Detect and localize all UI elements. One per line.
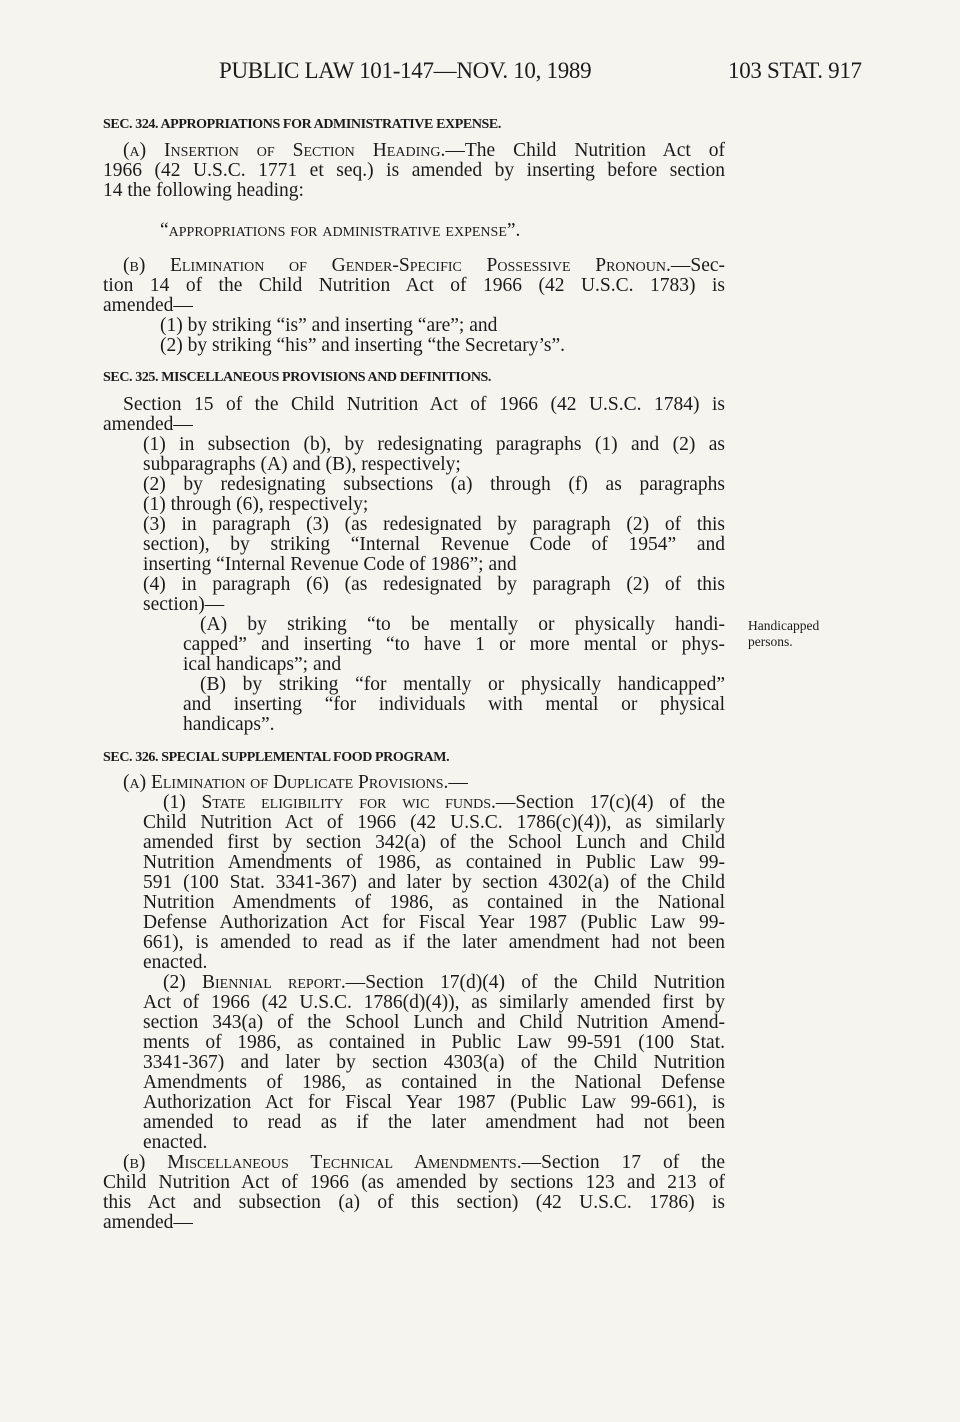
text-line: [183, 635, 725, 655]
line-text: SEC. 325. MISCELLANEOUS PROVISIONS AND DEFINITIONS.: [103, 370, 492, 385]
text-line: [160, 221, 725, 241]
margin-note: Handicapped: [748, 618, 820, 633]
text-line: [143, 1093, 725, 1113]
line-text: handicaps”.: [183, 714, 275, 735]
line-text: enacted.: [143, 952, 208, 973]
text-line: [143, 953, 725, 973]
subsection-heading: “appropriations for administrative expense”: [160, 220, 516, 241]
text-line: [143, 853, 725, 873]
text-line: [103, 276, 725, 296]
line-text: SEC. 324. APPROPRIATIONS FOR ADMINISTRATIVE EXPENSE.: [103, 117, 501, 132]
line-text: section)—: [143, 594, 225, 615]
line-text: amended to read as if the later amendment had not been: [143, 1113, 725, 1133]
line-text: .: [515, 220, 521, 241]
text-line: [103, 296, 725, 316]
subsection-heading: (b) Elimination of Gender-Specific Possessive Pronoun.: [123, 256, 671, 276]
line-text: —Section 17(c)(4) of the: [495, 793, 725, 813]
text-line: [123, 256, 725, 276]
text-line: [200, 675, 725, 695]
text-line: [160, 316, 725, 336]
subsection-heading: (a) Insertion of Section Heading.: [123, 141, 446, 161]
line-text: Child Nutrition Act of 1966 (as amended by sections 123 and 213 of: [103, 1173, 725, 1193]
line-text: 591 (100 Stat. 3341-367) and later by section 4302(a) of the Child: [143, 873, 725, 893]
subsection-heading: (2) Biennial report.: [163, 973, 346, 993]
line-text: and inserting “for individuals with mental or physical: [183, 695, 725, 715]
text-line: [123, 773, 725, 793]
text-line: [163, 793, 725, 813]
line-text: (B) by striking “for mentally or physically handicapped”: [200, 675, 725, 695]
line-text: amended first by section 342(a) of the School Lunch and Child: [143, 833, 725, 853]
text-line: [160, 336, 725, 356]
line-text: (3) in paragraph (3) (as redesignated by paragraph (2) of this: [143, 515, 725, 535]
line-text: —: [448, 772, 468, 793]
line-text: Authorization Act for Fiscal Year 1987 (Public Law 99-661), is: [143, 1093, 725, 1113]
line-text: Defense Authorization Act for Fiscal Year 1987 (Public Law 99-: [143, 913, 725, 933]
text-line: [143, 893, 725, 913]
line-text: SEC. 326. SPECIAL SUPPLEMENTAL FOOD PROGRAM.: [103, 750, 450, 765]
line-text: (2) by redesignating subsections (a) through (f) as paragraphs: [143, 475, 725, 495]
text-line: [143, 515, 725, 535]
text-line: [103, 1173, 725, 1193]
text-line: [123, 1153, 725, 1173]
section-heading: [103, 748, 725, 768]
line-text: (1) in subsection (b), by redesignating paragraphs (1) and (2) as: [143, 435, 725, 455]
page-number: 103 STAT. 917: [728, 58, 862, 83]
text-line: [143, 475, 725, 495]
text-line: [103, 181, 725, 201]
line-text: —The Child Nutrition Act of: [445, 141, 725, 161]
line-text: Nutrition Amendments of 1986, as contained in Public Law 99-: [143, 853, 725, 873]
text-line: [143, 813, 725, 833]
text-line: [143, 1113, 725, 1133]
line-text: this Act and subsection (a) of this section) (42 U.S.C. 1786) is: [103, 1193, 725, 1213]
line-text: —Section 17(d)(4) of the Child Nutrition: [345, 973, 725, 993]
text-line: [103, 161, 725, 181]
text-line: [143, 1073, 725, 1093]
line-text: amended—: [103, 295, 193, 316]
text-line: [143, 575, 725, 595]
line-text: Child Nutrition Act of 1966 (42 U.S.C. 1786(c)(4)), as similarly: [143, 813, 725, 833]
subsection-heading: (1) State eligibility for wic funds.: [163, 793, 496, 813]
line-text: 3341-367) and later by section 4303(a) of the Child Nutrition: [143, 1053, 725, 1073]
line-text: section), by striking “Internal Revenue Code of 1954” and: [143, 535, 725, 555]
text-line: [143, 535, 725, 555]
text-line: [200, 615, 725, 635]
text-line: [103, 1213, 725, 1233]
text-line: [143, 833, 725, 853]
text-line: [163, 973, 725, 993]
line-text: ments of 1986, as contained in Public Law 99-591 (100 Stat.: [143, 1033, 725, 1053]
line-text: tion 14 of the Child Nutrition Act of 1966 (42 U.S.C. 1783) is: [103, 276, 725, 296]
line-text: (2) by striking “his” and inserting “the Secretary’s”.: [160, 335, 566, 356]
line-text: section 343(a) of the School Lunch and Child Nutrition Amend-: [143, 1013, 725, 1033]
text-line: [143, 435, 725, 455]
line-text: 661), is amended to read as if the later amendment had not been: [143, 933, 725, 953]
line-text: subparagraphs (A) and (B), respectively;: [143, 454, 461, 475]
section-heading: [103, 115, 725, 135]
margin-note: persons.: [748, 634, 793, 649]
subsection-heading: (b) Miscellaneous Technical Amendments.: [123, 1153, 522, 1173]
text-line: [123, 395, 725, 415]
text-line: [143, 495, 725, 515]
line-text: (4) in paragraph (6) (as redesignated by paragraph (2) of this: [143, 575, 725, 595]
text-line: [143, 933, 725, 953]
line-text: ical handicaps”; and: [183, 654, 342, 675]
text-line: [143, 595, 725, 615]
text-line: [143, 455, 725, 475]
text-line: [143, 1013, 725, 1033]
line-text: (1) through (6), respectively;: [143, 494, 369, 515]
text-line: [143, 1033, 725, 1053]
subsection-heading: (a) Elimination of Duplicate Provisions.: [123, 772, 449, 793]
line-text: enacted.: [143, 1132, 208, 1153]
text-line: [183, 655, 725, 675]
line-text: (A) by striking “to be mentally or physically handi-: [200, 615, 725, 635]
text-line: [143, 1053, 725, 1073]
text-line: [183, 695, 725, 715]
running-header-title: PUBLIC LAW 101-147—NOV. 10, 1989: [219, 58, 592, 83]
line-text: Section 15 of the Child Nutrition Act of 1966 (42 U.S.C. 1784) is: [123, 395, 725, 415]
text-line: [103, 1193, 725, 1213]
line-text: Amendments of 1986, as contained in the National Defense: [143, 1073, 725, 1093]
line-text: —Section 17 of the: [521, 1153, 725, 1173]
text-line: [143, 993, 725, 1013]
line-text: inserting “Internal Revenue Code of 1986”; and: [143, 554, 517, 575]
line-text: amended—: [103, 1212, 193, 1233]
line-text: Nutrition Amendments of 1986, as contained in the National: [143, 893, 725, 913]
text-line: [103, 415, 725, 435]
line-text: —Sec-: [670, 256, 725, 276]
line-text: 14 the following heading:: [103, 180, 304, 201]
text-line: [143, 555, 725, 575]
line-text: Act of 1966 (42 U.S.C. 1786(d)(4)), as similarly amended first by: [143, 993, 725, 1013]
line-text: (1) by striking “is” and inserting “are”; and: [160, 315, 498, 336]
text-line: [183, 715, 725, 735]
text-line: [123, 141, 725, 161]
line-text: amended—: [103, 414, 193, 435]
line-text: 1966 (42 U.S.C. 1771 et seq.) is amended by inserting before section: [103, 161, 725, 181]
line-text: capped” and inserting “to have 1 or more mental or phys-: [183, 635, 725, 655]
text-line: [143, 913, 725, 933]
section-heading: [103, 368, 725, 388]
text-line: [143, 1133, 725, 1153]
text-line: [143, 873, 725, 893]
